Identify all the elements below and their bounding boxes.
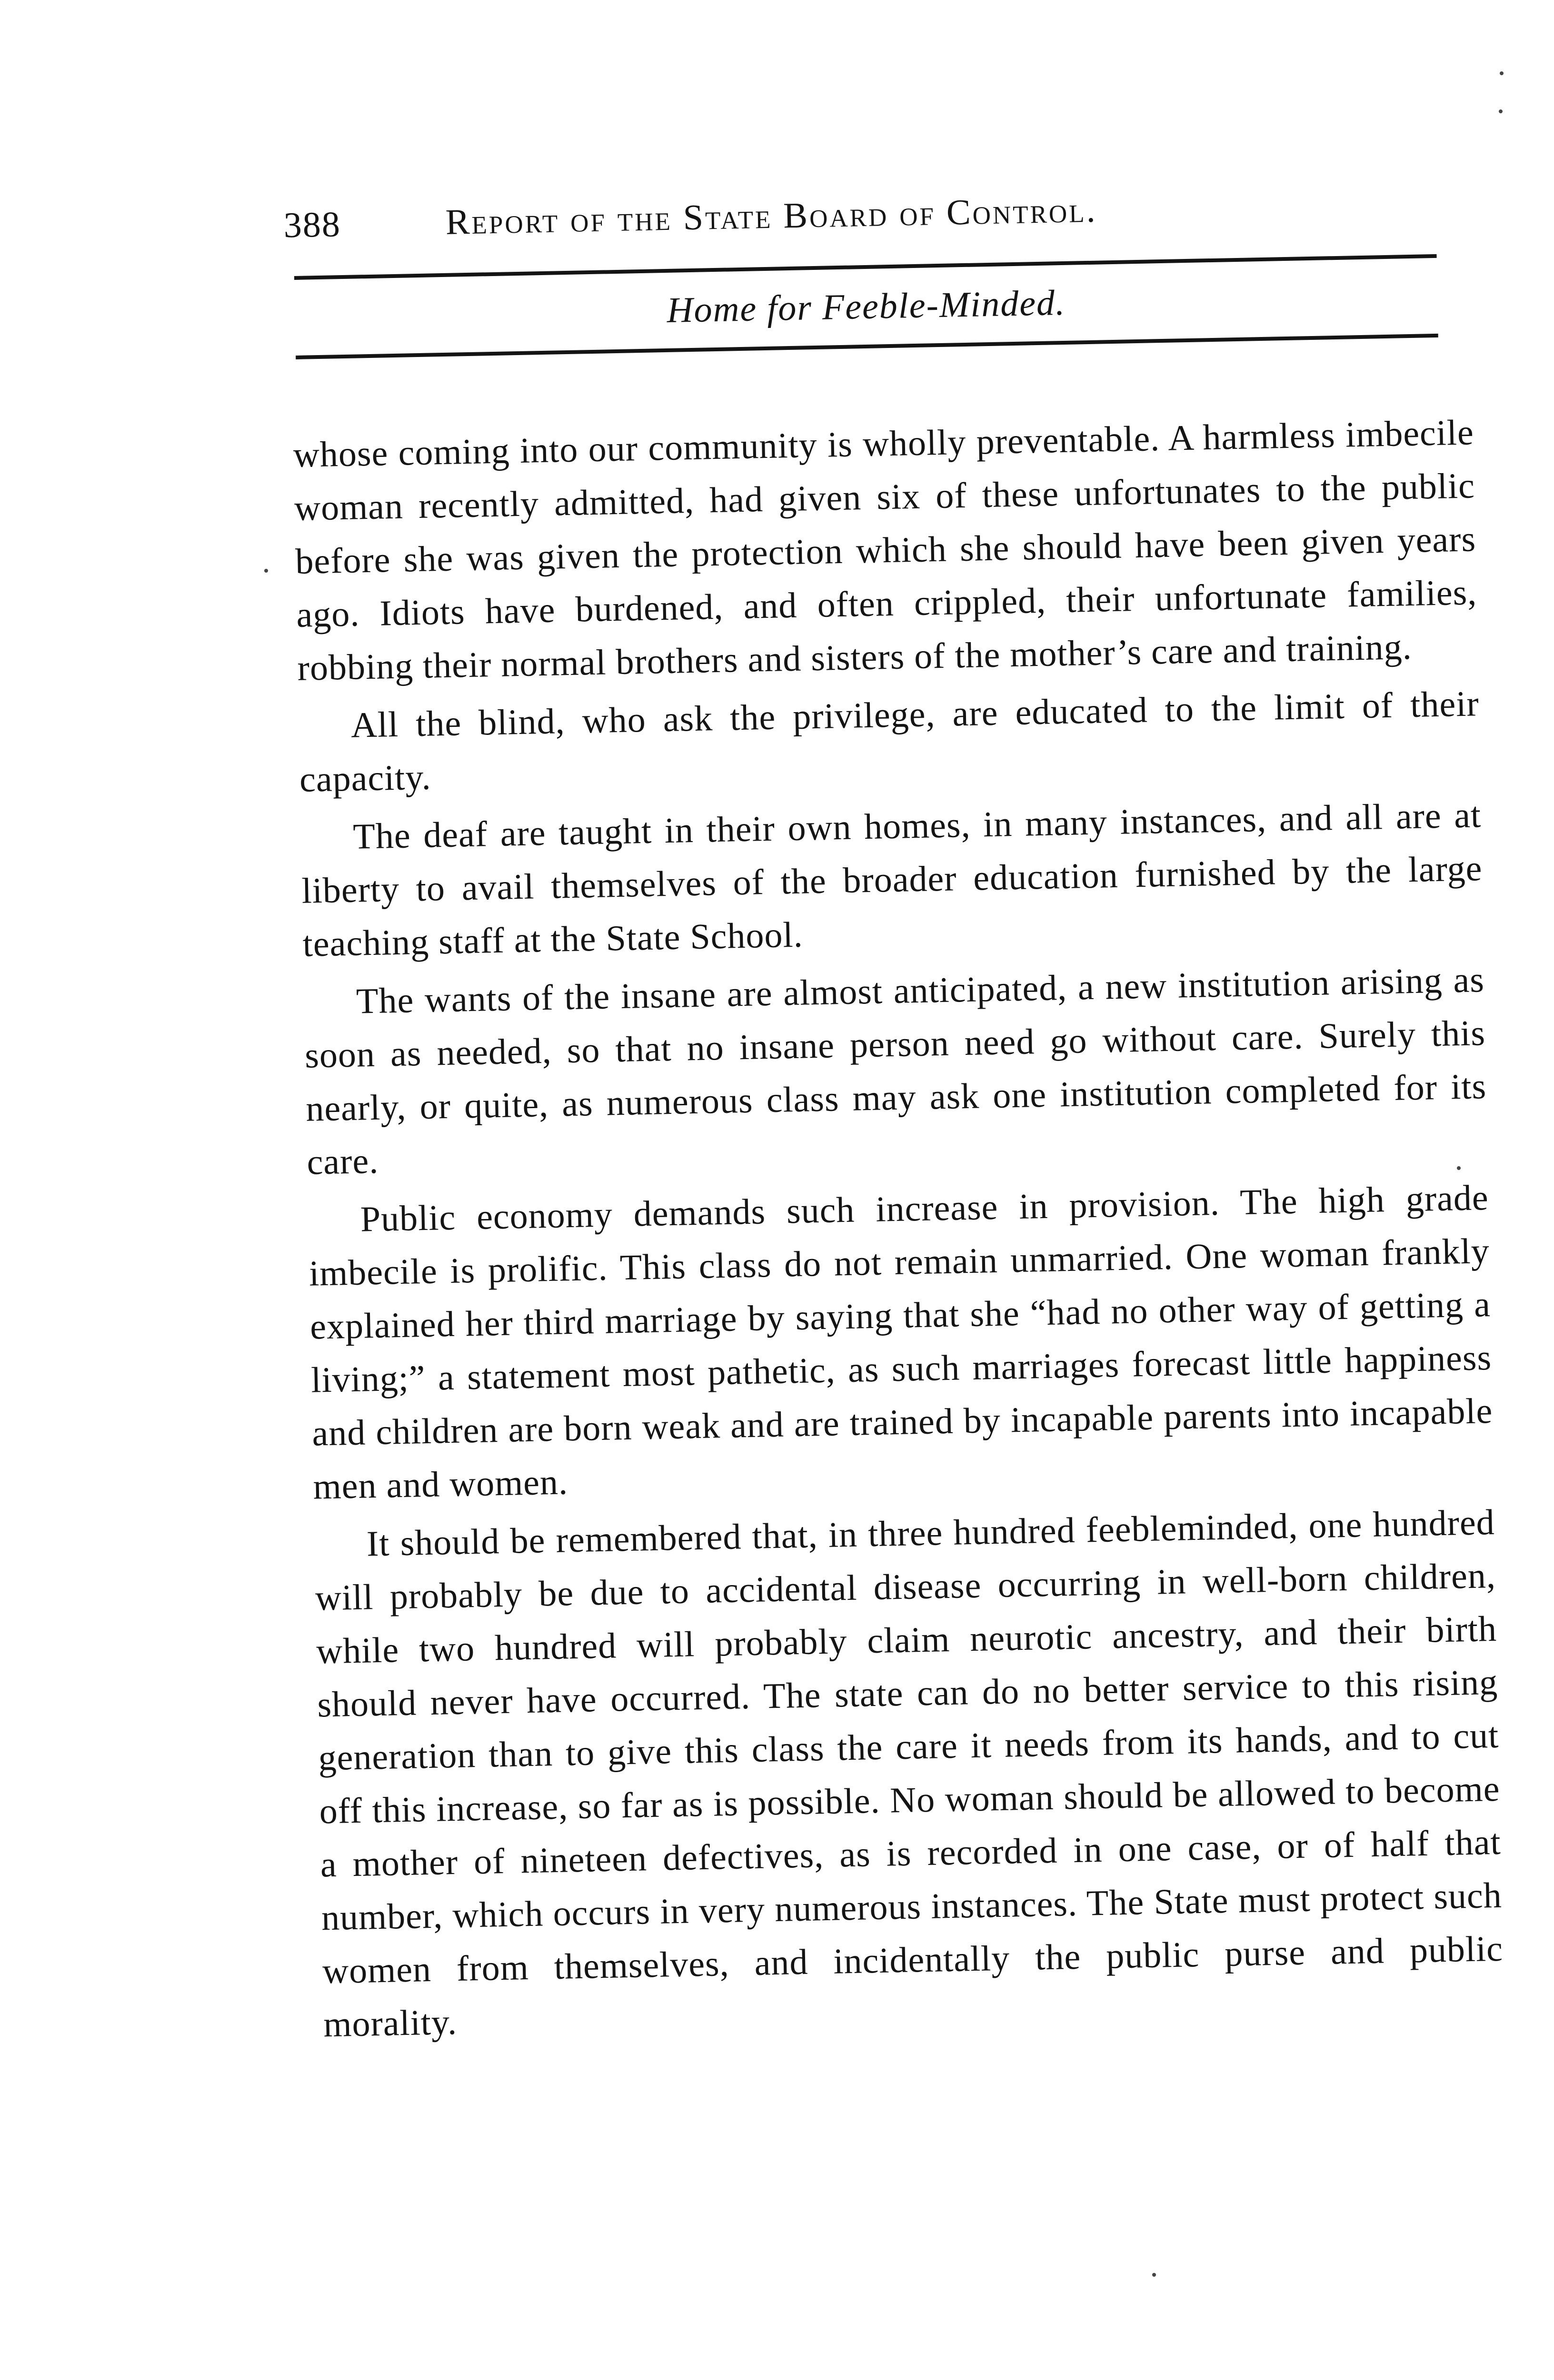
- section-title: Home for Feeble-Minded.: [666, 282, 1066, 330]
- scan-speck: [1500, 71, 1504, 75]
- scan-speck: [1499, 109, 1503, 113]
- page-header: [283, 182, 1476, 359]
- header-rule-top: [294, 254, 1437, 280]
- paragraph: The wants of the insane are almost anticipated, a new institution arising as soon as needed, so that no insane person need go without care. Surely this nearly, or quite, as numerous class may ask one institution completed for its care.: [304, 960, 1487, 1182]
- paragraph: whose coming into our community is wholly preventable. A harmless imbecile woman recently admitted, had given six of these unfortunates to the public before she was given the protection which she should have been given years ago. Idiots have burdened, and often crippled, their unfortunate families, robbing their normal brothers and sisters of the mother’s care and training.: [293, 412, 1477, 688]
- paragraph: Public economy demands such increase in provision. The high grade imbecile is prolific. This class do not remain unmarried. One woman frankly explained her third marriage by saying that she “had no other way of getting a living;” a statement most pathetic, as such marriages forecast little happiness and children are born weak and are trained by incapable parents into incapable men and women.: [309, 1178, 1493, 1507]
- header-rule-bottom: [296, 334, 1438, 359]
- scan-speck: [264, 569, 268, 573]
- paragraph: All the blind, who ask the privilege, are educated to the limit of their capacity.: [299, 684, 1480, 800]
- body-text: [293, 406, 1504, 2056]
- paragraph: The deaf are taught in their own homes, in many instances, and all are at liberty to avail themselves of the broader education furnished by the large teaching staff at the State School.: [301, 795, 1483, 964]
- running-title: Report of the State Board of Control.: [445, 189, 1098, 242]
- scan-speck: [1152, 2273, 1156, 2277]
- page-number: 388: [283, 204, 341, 246]
- running-head: [283, 182, 1474, 257]
- paragraph: It should be remembered that, in three hundred feebleminded, one hundred will probably be due to accidental disease occurring in well-born children, while two hundred will probably claim neurotic ancestry, and their birth should never have occurred. The state can do no better service to this rising generation than to give this class the care it needs from its hands, and to cut off this increase, so far as is possible. No woman should be allowed to become a mother of nineteen defectives, as is recorded in one case, or of half that number, which occurs in very numerous instances. The State must protect such women from themselves, and incidentally the public purse and public morality.: [315, 1502, 1504, 2045]
